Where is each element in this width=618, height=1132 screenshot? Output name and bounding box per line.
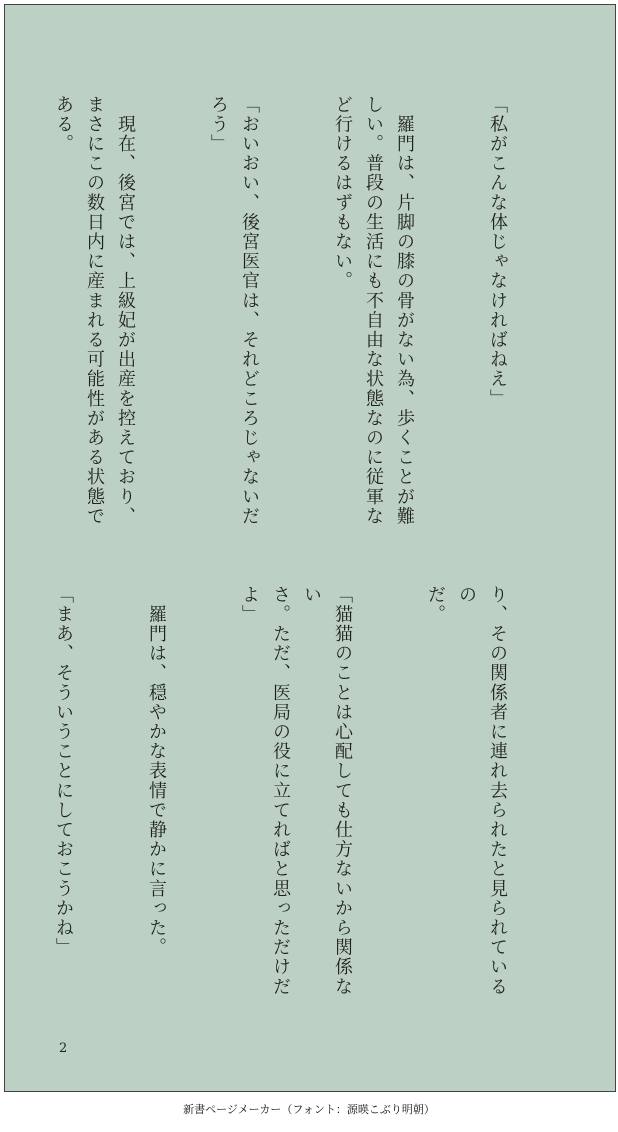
paragraph: 羅門は、片脚の膝の骨がない為、歩くことが難 しい。普段の生活にも不自由な状態なのに従軍な ど行けるはずもない。: [332, 95, 415, 527]
text-block-bottom: [0, 585, 575, 1015]
paragraph: 現在、後宮では、上級妃が出産を控えており、 まさにこの数日内に産まれる可能性がある状態で ある。: [53, 95, 136, 527]
page-number: 2: [59, 1041, 68, 1056]
paragraph: 「猫猫のことは心配しても仕方ないから関係ない さ。ただ、医局の役に立てればと思っただけだよ」: [239, 585, 353, 997]
paragraph: り、その関係者に連れ去られたと見られているの だ。: [425, 585, 508, 997]
paragraph: 「おいおい、後宮医官は、それどころじゃないだ ろう」: [208, 95, 260, 527]
footer-caption: 新書ページメーカー（フォント：源暎こぶり明朝）: [183, 1103, 435, 1116]
paragraph: 羅門は、穏やかな表情で静かに言った。: [146, 585, 167, 958]
text-block-top: [0, 95, 575, 555]
manuscript-page: [4, 4, 616, 1092]
paragraph: 「私がこんな体じゃなければねえ」: [487, 95, 508, 409]
paragraph: 「まあ、そういうことにしておこうかね」: [53, 585, 74, 958]
